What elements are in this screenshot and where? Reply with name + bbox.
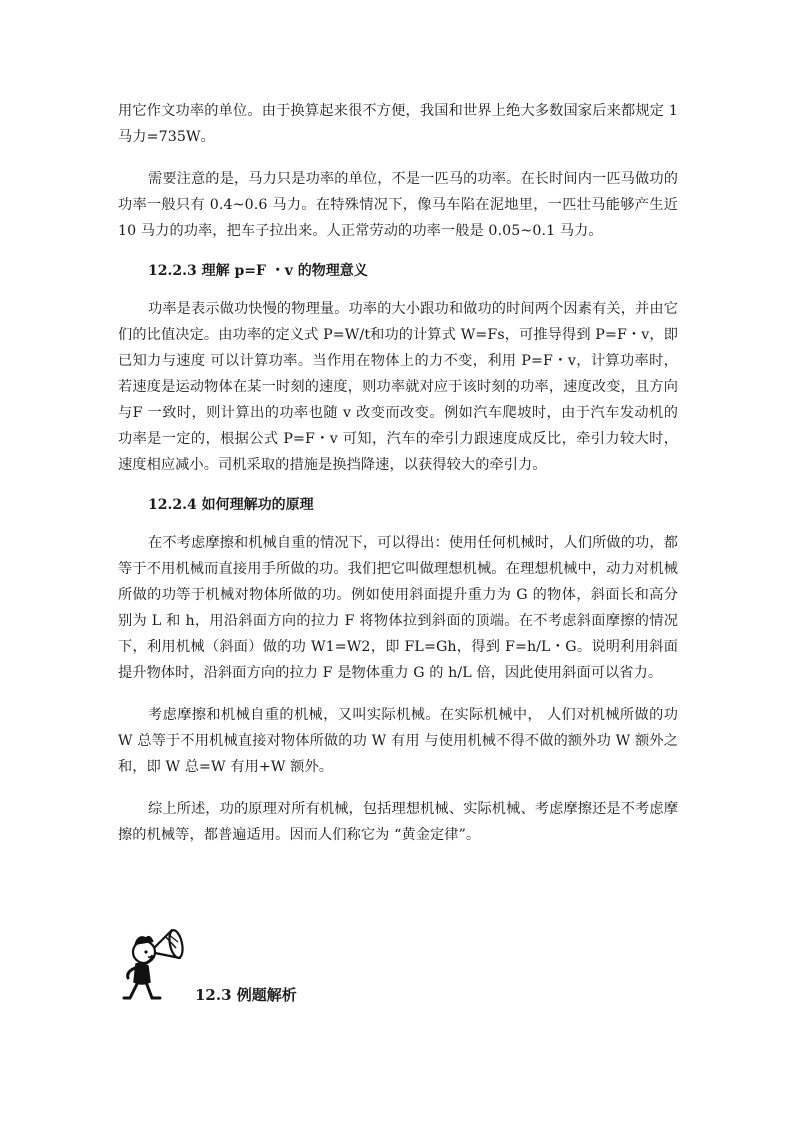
paragraph-ideal-machine: 在不考虑摩擦和机械自重的情况下，可以得出：使用任何机械时，人们所做的功，都等于不用机械而直接用手所做的功。我们把它叫做理想机械。在理想机械中，动力对机械所做的功等于机械对物体所做的功。例如使用斜面提升重力为 G 的物体，斜面长和高分别为 L 和 h，用沿斜面方向的拉力 F 将物体拉到斜面的顶端。在不考虑斜面摩擦的情况下，利用机械（斜面）做的功 W1=W2，即 FL=Gh，得到 F=h/L・G。说明利用斜面提升物体时，沿斜面方向的拉力 F 是物体重力 G 的 h/L 倍，因此使用斜面可以省力。 bbox=[118, 535, 678, 681]
paragraph-horsepower-definition: 用它作文功率的单位。由于换算起来很不方便，我国和世界上绝大多数国家后来都规定 1 马力=735W。 bbox=[118, 103, 678, 145]
paragraph-golden-law: 综上所述，功的原理对所有机械，包括理想机械、实际机械、考虑摩擦还是不考虑摩擦的机械等，都普遍适用。因而人们称它为 “黄金定律”。 bbox=[118, 801, 678, 843]
example-section-heading bbox=[120, 912, 420, 1012]
document-body bbox=[118, 98, 678, 864]
paragraph-power-meaning: 功率是表示做功快慢的物理量。功率的大小跟功和做功的时间两个因素有关，并由它们的比值决定。由功率的定义式 P=W/t和功的计算式 W=Fs，可推导得到 P=F・v，即已知力与速度 可以计算功率。当作用在物体上的力不变，利用 P=F・v，计算功率时，若速度是运动物体在某一时刻的速度，则功率就对应于该时刻的功率，速度改变，且方向与F 一致时，则计算出的功率也随 v 改变而改变。例如汽车爬坡时，由于汽车发动机的功率是一定的，根据公式 P=F・v 可知，汽车的牵引力跟速度成反比，牵引力较大时，速度相应减小。司机采取的措施是换挡降速，以获得较大的牵引力。 bbox=[118, 301, 678, 473]
paragraph-real-machine: 考虑摩擦和机械自重的机械，又叫实际机械。在实际机械中， 人们对机械所做的功 W 总等于不用机械直接对物体所做的功 W 有用 与使用机械不得不做的额外功 W 额外之和，即 W 总=W 有用+W 额外。 bbox=[118, 707, 678, 775]
megaphone-mascot-icon bbox=[120, 912, 192, 1004]
example-section-title: 12.3 例题解析 bbox=[195, 986, 297, 1004]
section-heading-power-meaning: 12.2.3 理解 p=F ・v 的物理意义 bbox=[148, 263, 368, 279]
paragraph-horsepower-note: 需要注意的是，马力只是功率的单位，不是一匹马的功率。在长时间内一匹马做功的功率一般只有 0.4~0.6 马力。在特殊情况下，像马车陷在泥地里，一匹壮马能够产生近 10 马力的功率，把车子拉出来。人正常劳动的功率一般是 0.05~0.1 马力。 bbox=[118, 171, 678, 239]
section-heading-work-principle: 12.2.4 如何理解功的原理 bbox=[148, 497, 314, 513]
